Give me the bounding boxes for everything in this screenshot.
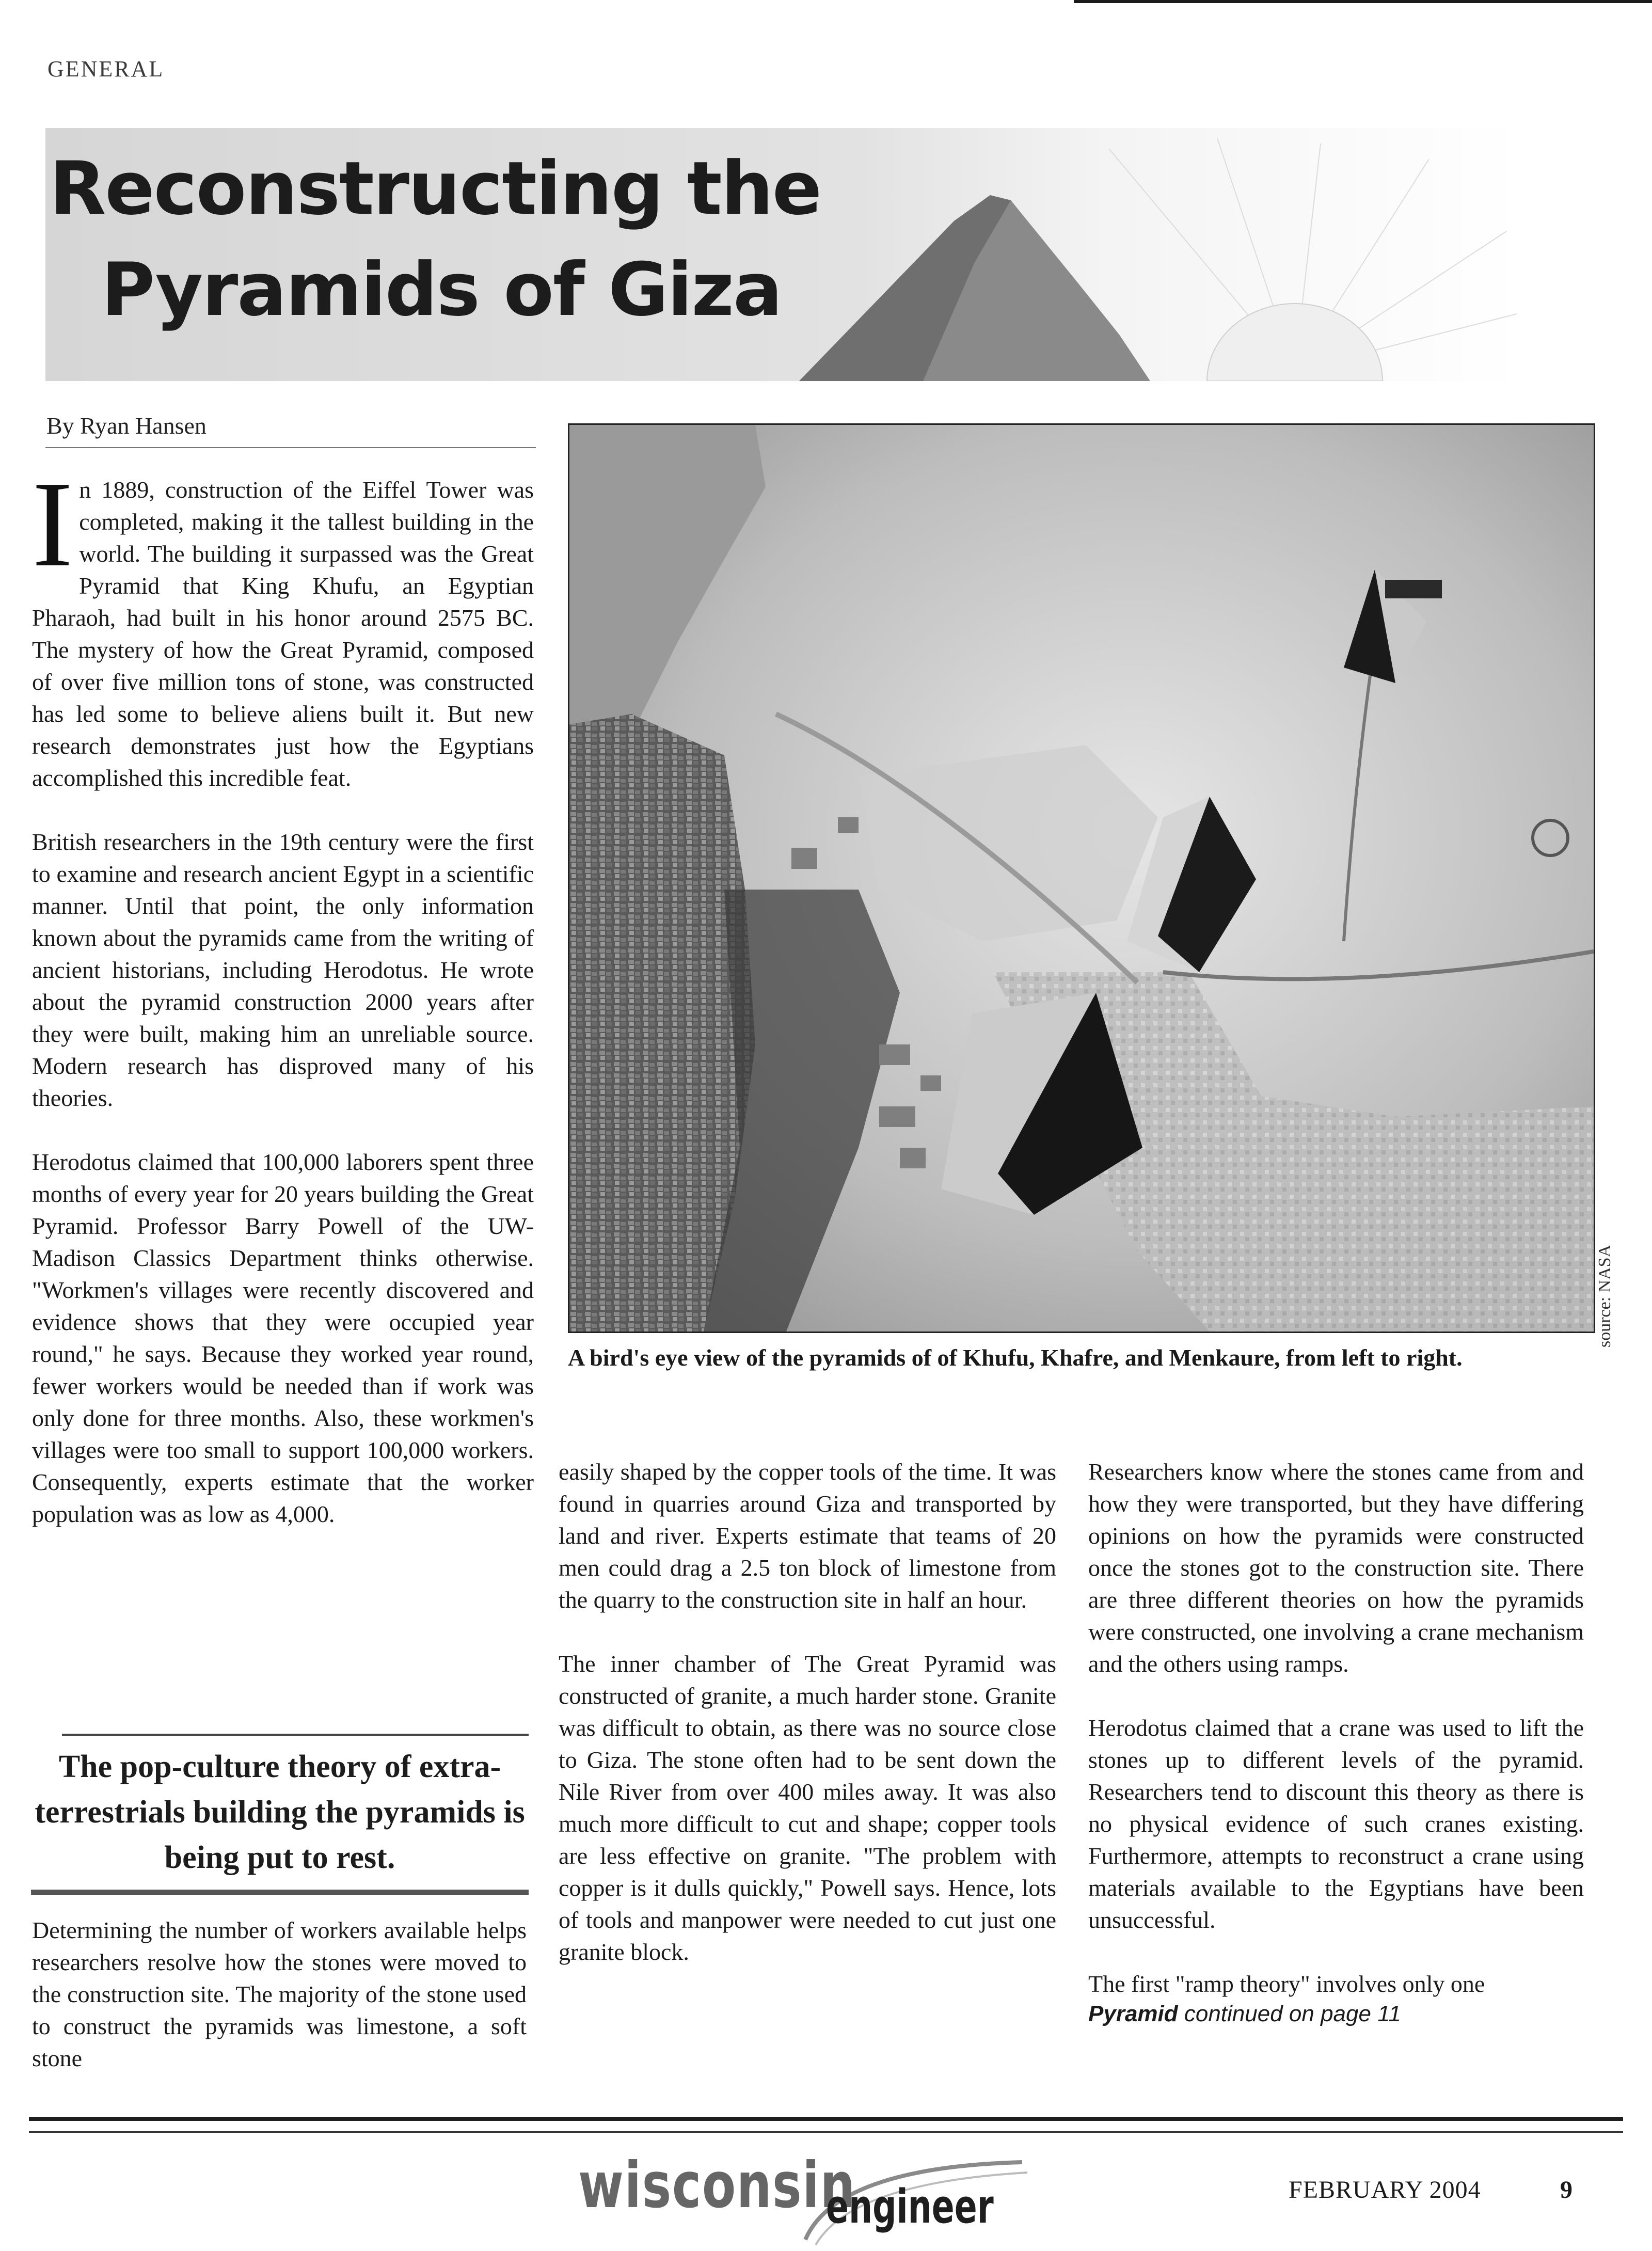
paragraph-workers-available: Determining the number of workers available helps researchers resolve how the stones were moved to the construction site. The majority of the stone used to construct the pyramids was limestone, a soft stone [32,1917,527,2071]
logo-engineer: engineer [826,2180,994,2234]
magazine-logo [578,2147,1032,2251]
footer-rule-thick [29,2117,1623,2121]
pull-quote [31,1734,529,1895]
section-label: GENERAL [47,56,165,82]
photo-caption: A bird's eye view of the pyramids of of Khufu, Khafre, and Menkaure, from left to right. [568,1344,1463,1371]
issue-date: FEBRUARY 2004 [1289,2176,1481,2204]
continued-text: continued on page 11 [1178,2001,1401,2026]
drop-cap: I [32,456,73,592]
column-1-continued [32,1914,527,2074]
pull-quote-rule-bottom [31,1890,529,1895]
paragraph-granite: The inner chamber of The Great Pyramid was constructed of granite, a much harder stone. Granite was difficult to obtain, as there was no source close to Giza. The stone often had to be sent down the Nile River from over 400 miles away. It was also much more difficult to cut and shape; copper tools are less effective on granite. "The problem with copper is it dulls quickly," Powell says. Hence, lots of tools and manpower were needed to cut just one granite block. [559,1651,1056,1965]
giza-aerial-image [569,425,1594,1331]
continued-note [1088,1998,1584,2030]
column-1 [32,456,534,1530]
logo-wisconsin: wisconsin [578,2149,856,2222]
column-3 [1088,1456,1584,2030]
paragraph-british-researchers: British researchers in the 19th century were the first to examine and research ancient Egypt in a scientific manner. Until that point, the only information known about the pyramids came from the writing of ancient historians, including Herodotus. He wrote about the pyramid construction 2000 years after they were built, making him an unreliable source. Modern research has disproved many of his theories. [32,829,534,1111]
page-number: 9 [1560,2176,1572,2204]
paragraph-theories: Researchers know where the stones came from and how they were transported, but they have differing opinions on how the pyramids were constructed once the stones got to the construction site. There are three different theories on how the pyramids were constructed, one involving a crane mechanism and the others using ramps. [1088,1459,1584,1677]
continued-keyword: Pyramid [1088,2001,1178,2026]
footer-rule-thin [29,2131,1623,2133]
article-title [50,138,821,341]
paragraph-limestone: easily shaped by the copper tools of the time. It was found in quarries around Giza and transported by land and river. Experts estimate that teams of 20 men could drag a 2.5 ton block of limestone from the quarry to the construction site in half an hour. [559,1459,1056,1613]
paragraph-ramp: The first "ramp theory" involves only one [1088,1971,1485,1997]
paragraph-herodotus-laborers: Herodotus claimed that 100,000 laborers spent three months of every year for 20 years building the Great Pyramid. Professor Barry Powell of the UW-Madison Classics Department thinks otherwise. "Workmen's villages were recently discovered and evidence shows that they were occupied year round," he says. Because they worked year round, fewer workers would be needed than if work was only done for three months. Also, these workmen's villages were too small to support 100,000 workers. Consequently, experts estimate that the worker population was as low as 4,000. [32,1149,534,1527]
paragraph-intro [32,456,534,794]
title-line-1: Reconstructing the [50,146,821,231]
paragraph-crane: Herodotus claimed that a crane was used to lift the stones up to different levels of the pyramid. Researchers tend to discount this theory as there is no physical evidence of such cranes existing. Furthermore, attempts to reconstruct a crane using materials available to the Egyptians have been unsuccessful. [1088,1715,1584,1933]
aerial-photo [568,423,1595,1333]
byline: By Ryan Hansen [46,413,206,439]
title-line-2: Pyramids of Giza [101,247,782,332]
paragraph-intro-text: n 1889, construction of the Eiffel Tower was completed, making it the tallest building in the world. The building it surpassed was the Great Pyramid that King Khufu, an Egyptian Pharaoh, had built in his honor around 2575 BC. The mystery of how the Great Pyramid, composed of over five million tons of stone, was constructed has led some to believe aliens built it. But new research demonstrates just how the Egyptians accomplished this incredible feat. [32,477,534,791]
column-2 [559,1456,1056,1968]
photo-credit-text: source: NASA [1595,1244,1614,1348]
top-rule [1074,0,1652,3]
pull-quote-text: The pop-culture theory of extra-terrestrials building the pyramids is being put to rest. [35,1749,525,1875]
byline-rule [45,447,536,448]
